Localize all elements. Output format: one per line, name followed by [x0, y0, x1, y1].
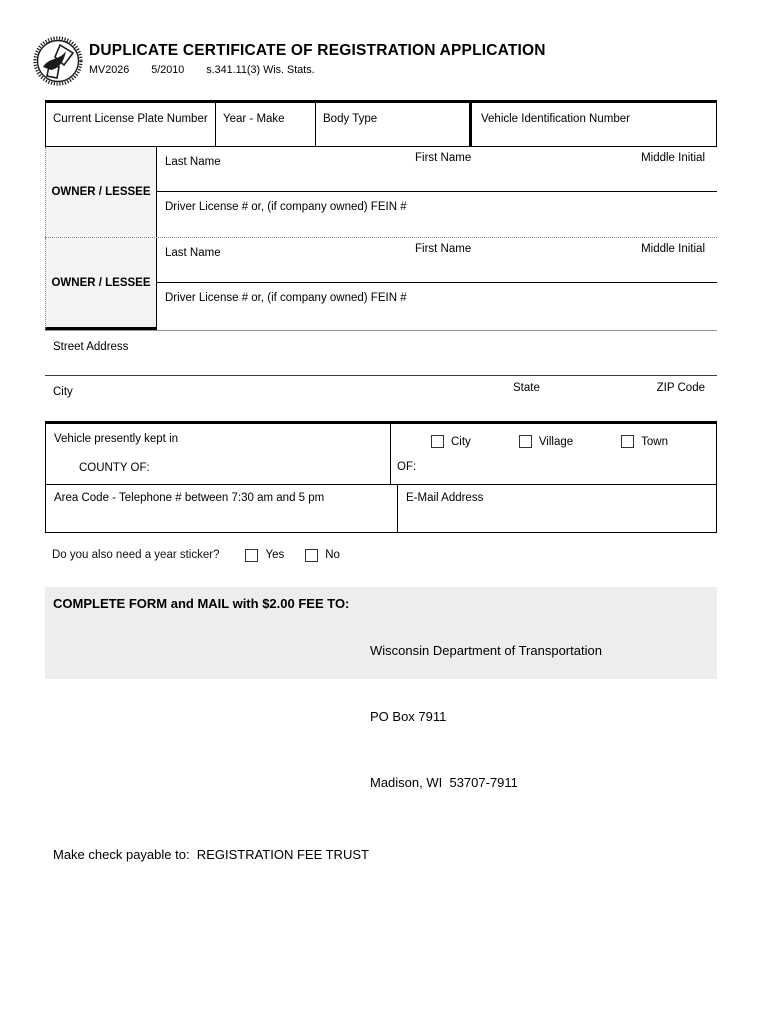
yes-label: Yes — [265, 549, 285, 561]
city-label: City — [53, 386, 73, 398]
owner-1-last-name-label: Last Name — [165, 156, 221, 168]
city-state-zip-field[interactable] — [45, 376, 717, 421]
town-checkbox[interactable] — [621, 435, 634, 448]
village-checkbox[interactable] — [519, 435, 532, 448]
municipality-village-option — [519, 435, 573, 448]
owner-1-first-name-label: First Name — [415, 152, 472, 164]
city-option-label: City — [451, 435, 471, 448]
mail-instructions-box — [45, 587, 717, 862]
recipient-line-1: Wisconsin Department of Transportation — [370, 643, 602, 658]
no-checkbox[interactable] — [305, 549, 318, 562]
municipality-town-option — [621, 435, 668, 448]
owner-2-license-field[interactable] — [157, 283, 717, 330]
form-header-text — [89, 36, 546, 76]
recipient-line-2: PO Box 7911 — [370, 709, 447, 724]
form-header — [33, 36, 546, 86]
wisdot-seal-icon — [33, 36, 83, 86]
phone-email-row — [46, 485, 716, 532]
town-option-label: Town — [641, 435, 668, 448]
owner-1-license-label: Driver License # or, (if company owned) FEIN # — [165, 201, 407, 213]
year-make-label: Year - Make — [223, 113, 285, 125]
owner-2-middle-initial-label: Middle Initial — [641, 243, 705, 255]
telephone-field[interactable] — [46, 485, 398, 532]
license-plate-label: Current License Plate Number — [53, 113, 208, 125]
page-title: DUPLICATE CERTIFICATE OF REGISTRATION APPLICATION — [89, 42, 546, 59]
form-statute: s.341.11(3) Wis. Stats. — [206, 64, 315, 76]
form-number: MV2026 — [89, 64, 130, 76]
owner-2-section-label: OWNER / LESSEE — [51, 276, 151, 289]
owner-1-section-label: OWNER / LESSEE — [51, 186, 151, 198]
year-sticker-question: Do you also need a year sticker? — [52, 549, 220, 561]
owner-1-middle-initial-label: Middle Initial — [641, 152, 705, 164]
email-label: E-Mail Address — [406, 492, 484, 504]
municipality-field — [391, 424, 716, 484]
city-checkbox[interactable] — [431, 435, 444, 448]
no-label: No — [325, 549, 340, 561]
vehicle-kept-table — [45, 421, 717, 533]
county-field[interactable] — [46, 424, 391, 484]
body-type-label: Body Type — [323, 113, 378, 125]
owner-1-section-label-cell — [45, 147, 157, 237]
form-meta — [89, 64, 546, 76]
owner-1-fields — [157, 147, 717, 237]
municipality-of-field[interactable]: OF: — [397, 461, 417, 473]
license-plate-field[interactable] — [46, 103, 216, 146]
year-sticker-question-row — [45, 545, 717, 565]
form-revision-date: 5/2010 — [151, 64, 185, 76]
telephone-label: Area Code - Telephone # between 7:30 am and 5 pm — [54, 492, 325, 504]
street-address-label: Street Address — [53, 341, 129, 353]
owner-1-name-field[interactable] — [157, 147, 717, 192]
owner-2-fields — [157, 238, 717, 330]
municipality-city-option — [431, 435, 471, 448]
vin-label: Vehicle Identification Number — [481, 113, 630, 125]
vin-field[interactable] — [469, 103, 716, 146]
year-make-field[interactable] — [216, 103, 316, 146]
check-payable-line: Make check payable to: REGISTRATION FEE TRUST — [53, 847, 369, 862]
owner-2-section-label-cell — [45, 238, 157, 330]
vehicle-kept-label: Vehicle presently kept in — [54, 433, 179, 445]
body-type-field[interactable] — [316, 103, 469, 146]
owner-section-1 — [45, 147, 717, 238]
vehicle-info-table — [45, 100, 717, 147]
recipient-line-3: Madison, WI 53707-7911 — [370, 775, 518, 790]
mail-instruction-label: COMPLETE FORM and MAIL with $2.00 FEE TO: — [53, 596, 350, 611]
owner-2-license-label: Driver License # or, (if company owned) FEIN # — [165, 292, 407, 304]
street-address-field[interactable] — [45, 331, 717, 376]
municipality-options — [391, 424, 716, 448]
county-of-label: COUNTY OF: — [79, 462, 150, 474]
state-label: State — [513, 382, 540, 394]
owner-2-first-name-label: First Name — [415, 243, 472, 255]
owner-section-2 — [45, 238, 717, 331]
village-option-label: Village — [538, 435, 574, 448]
vehicle-kept-row — [46, 424, 716, 485]
owner-2-name-field[interactable] — [157, 238, 717, 283]
email-field[interactable] — [398, 485, 716, 532]
owner-2-last-name-label: Last Name — [165, 247, 221, 259]
year-sticker-yes-option — [245, 549, 284, 562]
mail-recipient-address — [370, 596, 602, 838]
zip-code-label: ZIP Code — [656, 382, 705, 394]
form-body — [45, 100, 717, 862]
owner-1-license-field[interactable] — [157, 192, 717, 237]
mail-instruction-row — [53, 596, 709, 838]
year-sticker-no-option — [305, 549, 340, 562]
yes-checkbox[interactable] — [245, 549, 258, 562]
